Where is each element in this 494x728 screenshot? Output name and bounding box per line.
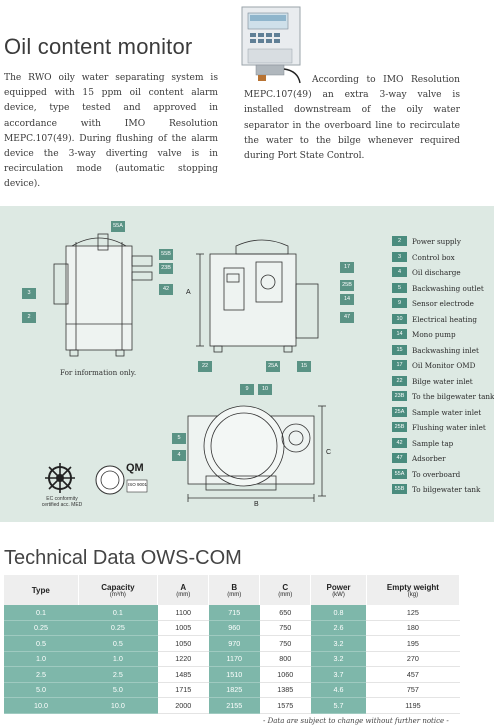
table-cell: 3.7 bbox=[311, 667, 367, 683]
legend-item bbox=[392, 252, 455, 263]
table-cell: 1385 bbox=[260, 682, 311, 698]
table-cell: 757 bbox=[366, 682, 459, 698]
legend-item bbox=[392, 236, 461, 247]
table-cell: 1100 bbox=[158, 605, 209, 620]
table-cell: 10.0 bbox=[78, 698, 158, 714]
table-cell: 0.8 bbox=[311, 605, 367, 620]
table-cell: 180 bbox=[366, 620, 459, 636]
table-cell: 2155 bbox=[209, 698, 260, 714]
technical-data-title: Technical Data OWS-COM bbox=[4, 547, 242, 569]
table-cell: 2.5 bbox=[78, 667, 158, 683]
column-header-name: Empty weight bbox=[386, 582, 439, 592]
legend-item bbox=[392, 484, 480, 495]
legend-item bbox=[392, 376, 473, 387]
page-title: Oil content monitor bbox=[4, 34, 193, 59]
legend-label: Electrical heating bbox=[412, 314, 477, 324]
table-cell: 1060 bbox=[260, 667, 311, 683]
table-row bbox=[4, 651, 460, 667]
legend-item bbox=[392, 407, 481, 418]
legend-label: Oil discharge bbox=[412, 268, 461, 277]
table-cell: 715 bbox=[209, 605, 260, 620]
callout-14: 14 bbox=[340, 294, 354, 305]
legend-badge: 55B bbox=[392, 484, 407, 494]
legend-badge: 4 bbox=[392, 267, 407, 277]
legend-label: Mono pump bbox=[412, 330, 456, 339]
legend-badge: 9 bbox=[392, 298, 407, 308]
table-cell: 750 bbox=[260, 620, 311, 636]
table-cell: 1715 bbox=[158, 682, 209, 698]
legend-label: Power supply bbox=[412, 237, 461, 246]
legend-badge: 55A bbox=[392, 469, 407, 479]
intro-right-body: According to IMO Resolution MEPC.107(49) an extra 3-way valve is installed downstream of the oily water separator in the overboard line to recirculate the water to the bilge whenever required during Port State Control. bbox=[244, 75, 460, 162]
legend-badge: 14 bbox=[392, 329, 407, 339]
legend-item bbox=[392, 422, 486, 433]
legend-badge: 25A bbox=[392, 407, 407, 417]
table-row bbox=[4, 698, 460, 714]
table-row bbox=[4, 682, 460, 698]
callout-10: 10 bbox=[258, 384, 272, 395]
column-header bbox=[4, 575, 78, 605]
table-row bbox=[4, 605, 460, 620]
table-cell: 195 bbox=[366, 636, 459, 652]
table-header-row bbox=[4, 575, 460, 605]
column-header bbox=[78, 575, 158, 605]
table-cell: 1485 bbox=[158, 667, 209, 683]
legend-badge: 42 bbox=[392, 438, 407, 448]
legend-label: Sample tap bbox=[412, 438, 454, 448]
legend-item bbox=[392, 314, 477, 325]
legend-badge: 23B bbox=[392, 391, 407, 401]
legend-label: Backwashing inlet bbox=[412, 345, 479, 355]
table-cell: 800 bbox=[260, 651, 311, 667]
ec-conformity-label: EC conformity certified acc. MED bbox=[41, 496, 83, 508]
table-cell: 0.25 bbox=[78, 620, 158, 636]
table-cell: 270 bbox=[366, 651, 459, 667]
callout-22: 22 bbox=[198, 361, 212, 372]
column-header bbox=[158, 575, 209, 605]
intro-right-text bbox=[244, 73, 460, 164]
table-cell: 5.0 bbox=[4, 682, 78, 698]
column-header-unit: (kW) bbox=[332, 591, 345, 598]
legend-badge: 3 bbox=[392, 252, 407, 262]
column-header bbox=[366, 575, 459, 605]
intro-left-text: The RWO oily water separating system is equipped with 15 ppm oil content alarm device, type tested and approved in accordance with IMO Resolution MEPC.107(49). During flushing of the alarm device the 3-way diverting valve is in recirculation mode (automatic stopping device). bbox=[4, 73, 218, 190]
callout-2: 2 bbox=[22, 312, 36, 323]
dim-c-label: C bbox=[326, 449, 332, 456]
column-header bbox=[311, 575, 367, 605]
technical-data-table bbox=[4, 575, 460, 714]
callout-17: 17 bbox=[340, 262, 354, 273]
table-cell: 1170 bbox=[209, 651, 260, 667]
callout-4: 4 bbox=[172, 450, 186, 461]
table-cell: 5.7 bbox=[311, 698, 367, 714]
table-cell: 960 bbox=[209, 620, 260, 636]
legend-label: Flushing water inlet bbox=[412, 423, 486, 432]
table-cell: 4.6 bbox=[311, 682, 367, 698]
table-cell: 2.6 bbox=[311, 620, 367, 636]
table-cell: 2.5 bbox=[4, 667, 78, 683]
column-header bbox=[260, 575, 311, 605]
legend-label: Control box bbox=[412, 252, 455, 262]
column-header-unit: (mm) bbox=[227, 591, 242, 598]
legend-item bbox=[392, 438, 453, 449]
legend-item bbox=[392, 391, 494, 402]
legend-badge: 15 bbox=[392, 345, 407, 355]
callout-55a: 55A bbox=[111, 221, 125, 232]
callout-55b: 55B bbox=[159, 249, 173, 260]
table-cell: 1.0 bbox=[4, 651, 78, 667]
legend-item bbox=[392, 329, 456, 340]
table-cell: 5.0 bbox=[78, 682, 158, 698]
legend-label: Backwashing outlet bbox=[412, 283, 484, 293]
table-cell: 2000 bbox=[158, 698, 209, 714]
table-row bbox=[4, 667, 460, 683]
iso-label: ISO 9001 bbox=[128, 482, 148, 487]
callout-42: 42 bbox=[159, 284, 173, 295]
table-cell: 750 bbox=[260, 636, 311, 652]
legend-item bbox=[392, 360, 475, 371]
legend-badge: 5 bbox=[392, 283, 407, 293]
column-header-unit: (kg) bbox=[407, 591, 419, 598]
legend-item bbox=[392, 453, 446, 464]
footnote: - Data are subject to change without further notice - bbox=[263, 717, 449, 725]
table-cell: 0.1 bbox=[4, 605, 78, 620]
callout-5: 5 bbox=[172, 433, 186, 444]
table-cell: 10.0 bbox=[4, 698, 78, 714]
dim-b-label: B bbox=[254, 501, 259, 508]
column-header-name: B bbox=[231, 582, 238, 592]
table-cell: 0.25 bbox=[4, 620, 78, 636]
table-cell: 3.2 bbox=[311, 651, 367, 667]
table-cell: 650 bbox=[260, 605, 311, 620]
helm-wheel-icon bbox=[40, 462, 80, 494]
callout-25a: 25A bbox=[266, 361, 280, 372]
qm-label: QM bbox=[126, 462, 144, 474]
legend-item bbox=[392, 345, 479, 356]
column-header-name: A bbox=[180, 582, 187, 592]
legend-label: Sample water inlet bbox=[412, 407, 482, 417]
legend-label: To the bilgewater tank bbox=[412, 392, 494, 401]
callout-47: 47 bbox=[340, 312, 354, 323]
legend-badge: 47 bbox=[392, 453, 407, 463]
table-row bbox=[4, 636, 460, 652]
callout-15: 15 bbox=[297, 361, 311, 372]
legend-badge: 22 bbox=[392, 376, 407, 386]
legend-badge: 2 bbox=[392, 236, 407, 246]
column-header-unit: (m³/h) bbox=[109, 591, 126, 598]
column-header-unit: (mm) bbox=[278, 591, 293, 598]
column-header-name: Type bbox=[31, 585, 50, 595]
legend-label: To bilgewater tank bbox=[412, 485, 481, 494]
table-cell: 125 bbox=[366, 605, 459, 620]
column-header-name: Capacity bbox=[101, 582, 135, 592]
legend-label: Adsorber bbox=[412, 454, 446, 463]
dim-a-label: A bbox=[186, 289, 191, 296]
legend-label: Sensor electrode bbox=[412, 299, 474, 308]
legend-item bbox=[392, 283, 484, 294]
table-cell: 1.0 bbox=[78, 651, 158, 667]
column-header-unit: (mm) bbox=[176, 591, 191, 598]
callout-3: 3 bbox=[22, 288, 36, 299]
table-cell: 3.2 bbox=[311, 636, 367, 652]
column-header-name: Power bbox=[326, 582, 351, 592]
table-cell: 1220 bbox=[158, 651, 209, 667]
legend-badge: 25B bbox=[392, 422, 407, 432]
table-cell: 457 bbox=[366, 667, 459, 683]
legend-label: Oil Monitor OMD bbox=[412, 361, 476, 370]
legend-badge: 17 bbox=[392, 360, 407, 370]
information-note: For information only. bbox=[60, 368, 137, 377]
callout-25b: 25B bbox=[340, 280, 354, 291]
legend-badge: 10 bbox=[392, 314, 407, 324]
table-cell: 0.1 bbox=[78, 605, 158, 620]
table-cell: 1510 bbox=[209, 667, 260, 683]
legend-item bbox=[392, 298, 474, 309]
callout-23b: 23B bbox=[159, 263, 173, 274]
column-header bbox=[209, 575, 260, 605]
table-cell: 1825 bbox=[209, 682, 260, 698]
table-cell: 970 bbox=[209, 636, 260, 652]
column-header-name: C bbox=[282, 582, 289, 592]
legend-item bbox=[392, 267, 461, 278]
table-cell: 1575 bbox=[260, 698, 311, 714]
table-cell: 0.5 bbox=[78, 636, 158, 652]
legend-label: Bilge water inlet bbox=[412, 376, 473, 386]
table-cell: 1050 bbox=[158, 636, 209, 652]
table-row bbox=[4, 620, 460, 636]
legend-label: To overboard bbox=[412, 469, 461, 479]
legend-item bbox=[392, 469, 460, 480]
table-cell: 1005 bbox=[158, 620, 209, 636]
table-cell: 1195 bbox=[366, 698, 459, 714]
callout-9: 9 bbox=[240, 384, 254, 395]
table-cell: 0.5 bbox=[4, 636, 78, 652]
